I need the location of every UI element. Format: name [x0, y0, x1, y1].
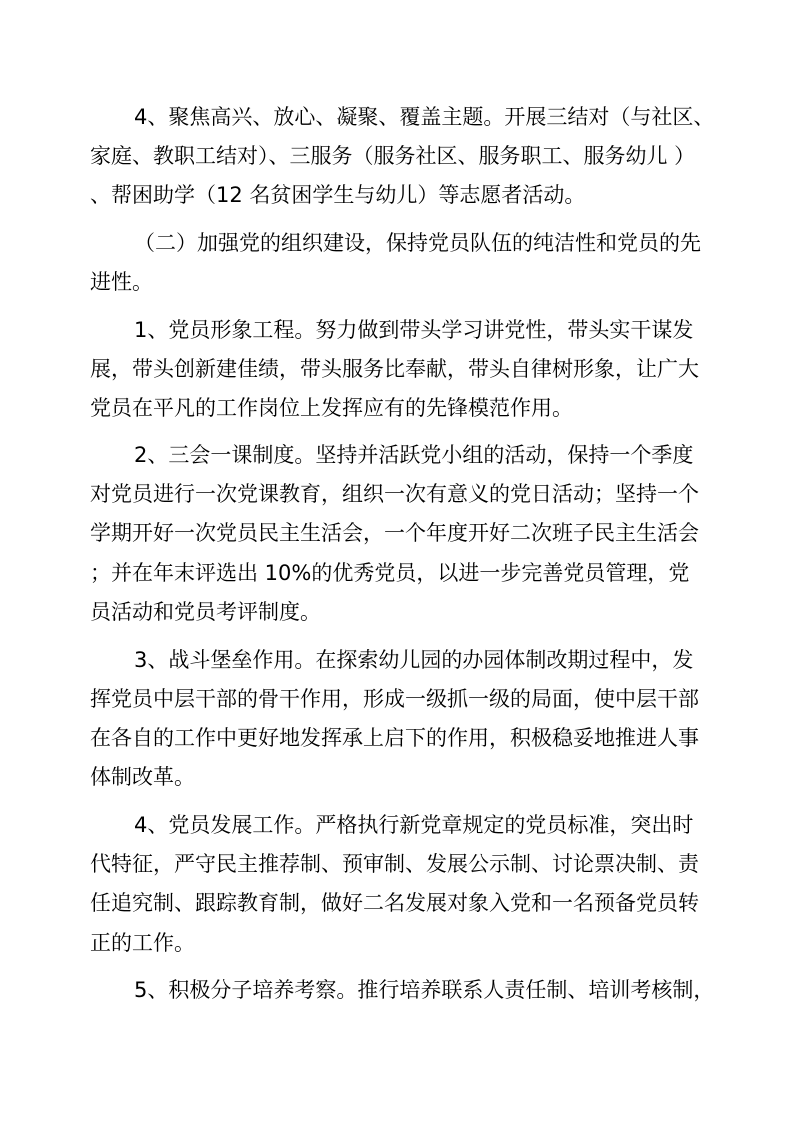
- text-line: [0, 885, 794, 921]
- text-line: [0, 225, 794, 261]
- text-line: [0, 437, 794, 473]
- line-text: ；并在年末评选出 10%的优秀党员，以进一步完善党员管理，党: [90, 561, 690, 585]
- line-text: 学期开好一次党员民主生活会，一个年度开好二次班子民主生活会: [90, 521, 699, 545]
- text-line: [0, 555, 794, 591]
- text-line: [0, 681, 794, 717]
- line-text: 2、三会一课制度。坚持并活跃党小组的活动，保持一个季度: [134, 443, 694, 467]
- line-text: （二）加强党的组织建设，保持党员队伍的纯洁性和党员的先: [134, 231, 701, 255]
- line-text: 1、党员形象工程。努力做到带头学习讲党性，带头实干谋发: [134, 318, 694, 342]
- text-line: [0, 138, 794, 174]
- text-line: [0, 925, 794, 961]
- line-text: 正的工作。: [90, 931, 195, 955]
- line-text: 党员在平凡的工作岗位上发挥应有的先锋模范作用。: [90, 396, 573, 420]
- line-text: 对党员进行一次党课教育，组织一次有意义的党日活动；坚持一个: [90, 482, 699, 506]
- line-text: 家庭、教职工结对）、三服务（服务社区、服务职工、服务幼儿 ）: [90, 144, 696, 168]
- line-text: 3、战斗堡垒作用。在探索幼儿园的办园体制改期过程中，发: [134, 648, 694, 672]
- line-text: 4、聚焦高兴、放心、凝聚、覆盖主题。开展三结对（与社区、: [134, 105, 715, 129]
- text-line: [0, 312, 794, 348]
- line-text: 4、党员发展工作。严格执行新党章规定的党员标准，突出时: [134, 813, 694, 837]
- line-text: 、帮困助学（12 名贫困学生与幼儿）等志愿者活动。: [90, 183, 586, 207]
- line-text: 展，带头创新建佳绩，带头服务比奉献，带头自律树形象，让广大: [90, 357, 699, 381]
- text-line: [0, 720, 794, 756]
- line-text: 任追究制、跟踪教育制，做好二名发展对象入党和一名预备党员转: [90, 891, 699, 915]
- line-text: 代特征，严守民主推荐制、预审制、发展公示制、讨论票决制、责: [90, 852, 699, 876]
- text-line: [0, 846, 794, 882]
- text-line: [0, 642, 794, 678]
- text-line: [0, 264, 794, 300]
- text-line: [0, 594, 794, 630]
- line-text: 体制改革。: [90, 765, 195, 789]
- line-text: 员活动和党员考评制度。: [90, 600, 321, 624]
- line-text: 挥党员中层干部的骨干作用，形成一级抓一级的局面，使中层干部: [90, 687, 699, 711]
- line-text: 进性。: [90, 270, 153, 294]
- text-line: [0, 390, 794, 426]
- text-line: [0, 515, 794, 551]
- line-text: 在各自的工作中更好地发挥承上启下的作用，积极稳妥地推进人事: [90, 726, 699, 750]
- line-text: 5、积极分子培养考察。推行培养联系人责任制、培训考核制，: [134, 978, 715, 1002]
- text-line: [0, 351, 794, 387]
- text-line: [0, 972, 794, 1008]
- text-line: [0, 177, 794, 213]
- text-line: [0, 807, 794, 843]
- text-line: [0, 476, 794, 512]
- text-line: [0, 99, 794, 135]
- text-line: [0, 759, 794, 795]
